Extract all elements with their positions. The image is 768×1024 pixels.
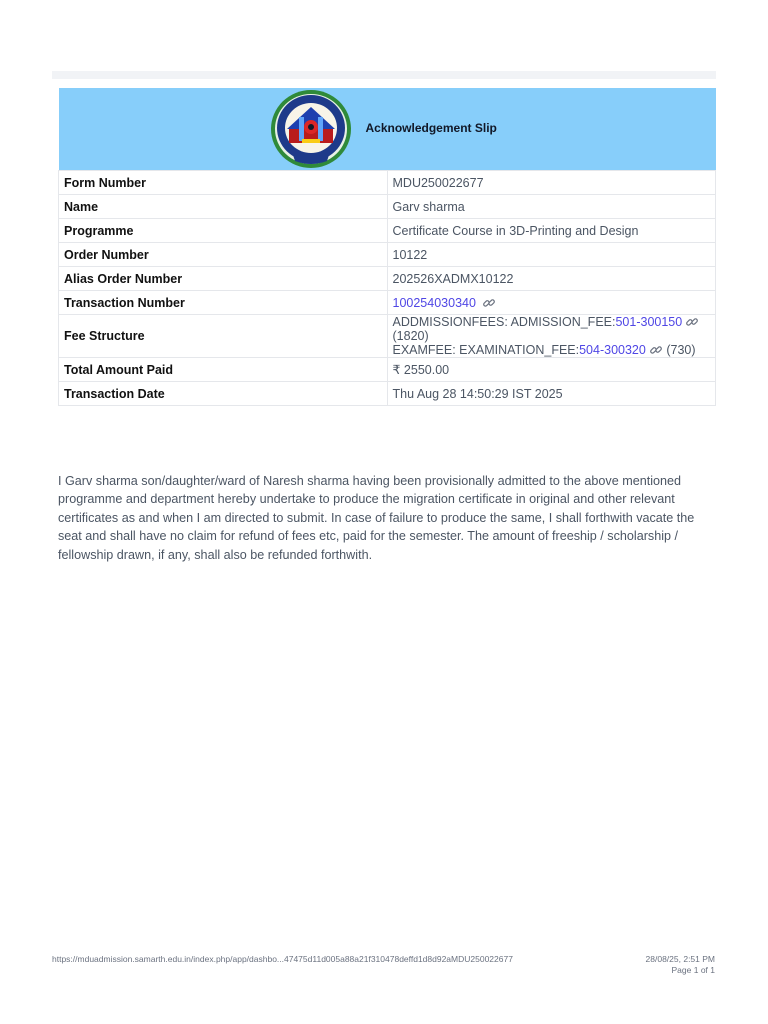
acknowledgement-slip-table	[58, 88, 716, 406]
footer-meta	[646, 954, 715, 976]
fee-code-link[interactable]: 501-300150	[615, 315, 683, 329]
fee-line-examination	[393, 343, 711, 357]
form-number-label: Form Number	[59, 171, 388, 195]
link-icon[interactable]	[685, 315, 699, 329]
row-form-number	[59, 171, 716, 195]
row-fee-structure	[59, 315, 716, 358]
fee-line-prefix: ADDMISSIONFEES: ADMISSION_FEE:	[392, 315, 616, 329]
programme-label: Programme	[59, 219, 388, 243]
declaration-text: I Garv sharma son/daughter/ward of Naresh sharma having been provisionally admitted to the above mentioned programme and department hereby undertake to produce the migration certificate in original and other relevant certificates as and when I am directed to submit. In case of failure to produce the same, I shall forthwith vacate the seat and shall have no claim for refund of fees etc, paid for the semester. The amount of freeship / scholarship / fellowship drawn, if any, shall also be refunded forthwith.	[58, 473, 695, 562]
transaction-number-cell	[387, 291, 716, 315]
footer-datetime: 28/08/25, 2:51 PM	[645, 954, 715, 964]
footer-page-number: Page 1 of 1	[671, 965, 715, 975]
fee-line-prefix: EXAMFEE: EXAMINATION_FEE:	[392, 343, 580, 357]
fee-amount: (730)	[666, 343, 696, 357]
order-number-value: 10122	[387, 243, 716, 267]
row-total-amount	[59, 358, 716, 382]
programme-value: Certificate Course in 3D-Printing and Design	[387, 219, 716, 243]
university-seal-logo	[269, 89, 353, 169]
name-label: Name	[59, 195, 388, 219]
transaction-date-label: Transaction Date	[59, 382, 388, 406]
fee-code-link[interactable]: 504-300320	[579, 343, 646, 357]
row-transaction-date	[59, 382, 716, 406]
link-icon[interactable]	[482, 296, 496, 310]
fee-structure-label: Fee Structure	[59, 315, 388, 358]
transaction-number-link[interactable]: 100254030340	[392, 295, 476, 310]
fee-structure-cell	[387, 315, 716, 358]
fee-amount: (1820)	[392, 329, 429, 343]
row-alias-order-number	[59, 267, 716, 291]
slip-header	[59, 88, 716, 170]
alias-order-number-label: Alias Order Number	[59, 267, 388, 291]
total-amount-value: ₹ 2550.00	[387, 358, 716, 382]
row-programme	[59, 219, 716, 243]
order-number-label: Order Number	[59, 243, 388, 267]
name-value: Garv sharma	[387, 195, 716, 219]
transaction-date-value: Thu Aug 28 14:50:29 IST 2025	[387, 382, 716, 406]
link-icon[interactable]	[649, 343, 663, 357]
row-order-number	[59, 243, 716, 267]
print-header-strip	[52, 71, 716, 79]
fee-line-admission	[393, 315, 711, 343]
row-transaction-number	[59, 291, 716, 315]
slip-title: Acknowledgement Slip	[365, 121, 497, 135]
transaction-number-label: Transaction Number	[59, 291, 388, 315]
form-number-value: MDU250022677	[387, 171, 716, 195]
total-amount-label: Total Amount Paid	[59, 358, 388, 382]
row-name	[59, 195, 716, 219]
alias-order-number-value: 202526XADMX10122	[387, 267, 716, 291]
footer-url: https://mduadmission.samarth.edu.in/index.php/app/dashbo...47475d11d005a88a21f310478deffd1d8d92aMDU250022677	[52, 954, 513, 964]
